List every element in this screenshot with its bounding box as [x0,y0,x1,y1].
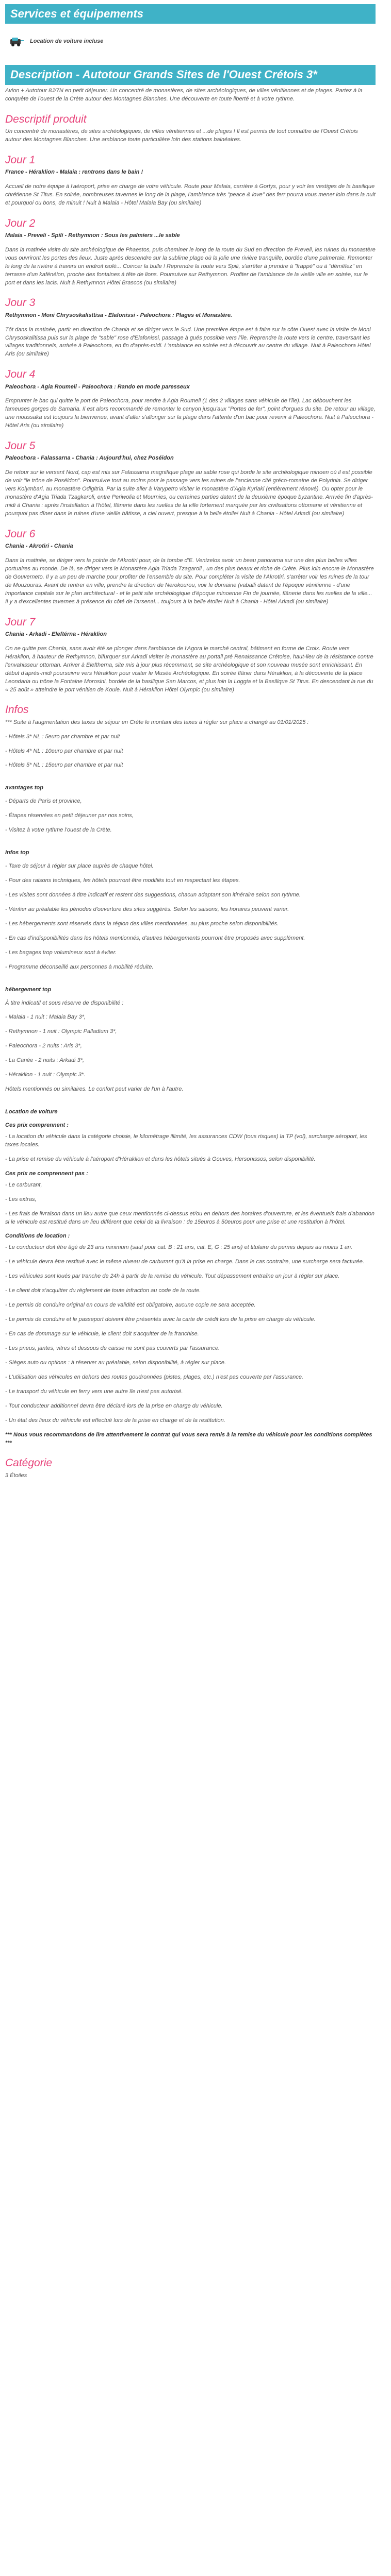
avantage-item: - Visitez à votre rythme l'ouest de la Crète. [5,827,112,834]
tax-line: - Hôtels 4* NL : 10euro par chambre et par nuit [5,748,123,754]
day-title: Paleochora - Falassarna - Chania : Aujourd'hui, chez Poséidon [5,455,174,462]
service-label: Location de voiture incluse [30,38,104,45]
hebergement-item: - La Canée - 2 nuits : Arkadi 3*, [5,1057,85,1064]
categorie-heading: Catégorie [5,1457,53,1469]
day-heading: Jour 7 [5,616,36,628]
day-title: Rethymnon - Moni Chrysoskalisttisa - Elafonissi - Paleochora : Plages et Monastère. [5,312,233,318]
service-item [5,26,376,63]
categorie-value: 3 Étoiles [5,1472,27,1479]
hebergement-intro: À titre indicatif et sous réserve de disponibilité : [5,999,124,1006]
condition-item: - Le client doit s'acquitter du règlement de toute infraction au code de la route. [5,1287,201,1294]
day-heading: Jour 4 [5,368,36,381]
prix-comprend-item: - La prise et remise du véhicule à l'aéroport d'Héraklion et dans les hôtels situés à Gouves, Hersonissos, selon disponibilité. [5,1156,316,1162]
day-heading: Jour 1 [5,154,36,166]
info-top-item: - Taxe de séjour à régler sur place auprès de chaque hôtel. [5,863,154,870]
day-title: France - Héraklion - Malaia : rentrons dans le bain ! [5,168,143,175]
day-heading: Jour 3 [5,297,36,309]
conditions-title: Conditions de location : [5,1233,70,1240]
hebergement-item: - Paleochora - 2 nuits : Aris 3*, [5,1043,82,1049]
info-top-item: - Les hébergements sont réservés dans la région des villes mentionnées, au plus proche selon disponibilités. [5,920,279,927]
condition-item: - Le conducteur doit être âgé de 23 ans minimum (sauf pour cat. B : 21 ans, cat. E, G : 25 ans) et titulaire du permis depuis au moins 1 an. [5,1244,353,1251]
info-top-item: - Programme déconseillé aux personnes à mobilité réduite. [5,963,154,970]
prix-ne-comprend-item: - Le carburant, [5,1181,42,1188]
prix-comprend-item: - La location du véhicule dans la catégorie choisie, le kilométrage illimité, les assurances CDW (tous risques) la TP (vol), surcharge aéroport, les taxes locales. [5,1133,367,1148]
description-heading: Description - Autotour Grands Sites de l'Ouest Crétois 3* [5,65,376,84]
condition-item: - Sièges auto ou options : à réserver au préalable, selon disponibilité, à régler sur place. [5,1359,226,1366]
day-heading: Jour 6 [5,528,36,540]
avantage-item: - Départs de Paris et province, [5,798,82,805]
condition-item: - Un état des lieux du véhicule est effectué lors de la prise en charge et de la restitution. [5,1417,225,1423]
tax-line: - Hôtels 5* NL : 15euro par chambre et par nuit [5,762,123,769]
info-top-item: - En cas d'indisponibilités dans les hôtels mentionnés, d'autres hébergements pourront être proposés avec supplément. [5,935,305,941]
infos-top-title: Infos top [5,850,29,856]
intro-paragraph: Avion + Autotour 8J/7N en petit déjeuner. Un concentré de monastères, de sites archéologiques, de villes vénitiennes et de plages. Partez à la conquête de l'ouest de la Crète autour des Montagnes Blanches. Une découverte en toute liberté et à votre rythme. [5,87,363,102]
day-heading: Jour 5 [5,440,36,452]
condition-item: - Le permis de conduire original en cours de validité est obligatoire, aucune copie ne sera acceptée. [5,1302,256,1309]
infos-note: *** Suite à l'augmentation des taxes de séjour en Crète le montant des taxes à régler sur place a changé au 01/01/2025 : [5,719,309,725]
day-paragraph: Dans la matinée visite du site archéologique de Phaestos, puis cheminer le long de la route du Sud en direction de Preveli, les ruines du monastère vous ouvriront les portes des lieux. Juste après descendre sur la sublime plage où la jolie une rivière tranquille, bordée d'une palmeraie. Remonter le long de la rivière à travers un endroit isolé... Coincer la bulle ! Reprendre la route vers Spili, s'arrêter à prendre à "frappé" ou à "démêlez" en terrasse d'un kafénéion, proche des fontaines à tête de lions. Poursuivre sur Rethymnon. Profiter de l'ambiance de la vieille ville en soirée, sur le port et dans les lacis. Nuit à Rethymnon Hôtel Brascos (ou similaire) [5,246,376,286]
descriptif-heading: Descriptif produit [5,113,87,125]
condition-item: - Le transport du véhicule en ferry vers une autre île n'est pas autorisé. [5,1388,183,1395]
day-paragraph: Tôt dans la matinée, partir en direction de Chania et se diriger vers le Sud. Une première étape est à faire sur la côte Ouest avec la visite de Moni Chrysoskalitissa puis sur la plage de "sable" rose d'Elafonissi, passage à gués possible vers l'île. Reprendre la route vers le centre, traversant les villages traditionnels, arrivée à Paleochora, en fin d'après-midi. L'ambiance en soirée est à découvrir au centre du village. Nuit à Paleochora Hôtel Aris (ou similaire) [5,326,371,358]
day-paragraph: On ne quitte pas Chania, sans avoir été se plonger dans l'ambiance de l'Agora le marché central, bâtiment en forme de Croix. Route vers Héraklion, à hauteur de Rethymnon, bifurquer sur Arkadi visiter le monastère au portail pré Renaissance Crétoise, haut-lieu de la résistance contre l'envahisseur ottoman. Arriver à Eleftherna, site mis à jour plus récemment, se site archéologique et son nouveau musée sont enrichissant. En début d'après-midi poursuivre vers Héraklion pour visiter le Musée Archéologique. En soirée flâner dans Héraklion, à la découverte de la place Leondaria ou trône la Fontaine Morosini, bordée de la basilique San Marcos, et plus loin la Loggia et la Basilique St Titus. En descendant la rue du « 25 août » atteindre le port vénitien de Koule. Nuit à Héraklion Hôtel Olympic (ou similaire) [5,645,373,693]
avantages-title: avantages top [5,785,43,791]
info-top-item: - Vérifier au préalable les périodes d'ouverture des sites suggérés. Selon les saisons, les horaires peuvent varier. [5,906,289,912]
condition-item: - Le permis de conduire et le passeport doivent être présentés avec la carte de crédit lors de la prise en charge du véhicule. [5,1316,316,1323]
day-heading: Jour 2 [5,217,36,229]
car-icon [9,36,25,47]
day-title: Chania - Akrotiri - Chania [5,543,73,550]
condition-item: - L'utilisation des véhicules en dehors des routes goudronnées (pistes, plages, etc.) n'est pas couverte par l'assurance. [5,1374,304,1380]
day-paragraph: Accueil de notre équipe à l'aéroport, prise en charge de votre véhicule. Route pour Malaia, carrière à Gortys, pour y voir les vestiges de la basilique chrétienne St Titus. En soirée, nombreuses tavernes le long de la plage, l'ambiance très "peace & love" des ferr pourra vous mener loin dans la nuit et pourquoi ou bons, de minuit ! Nuit à Malaia - Hôtel Malaia Bay (ou similaire) [5,183,376,206]
tax-line: - Hôtels 3* NL : 5euro par chambre et par nuit [5,733,120,740]
day-title: Chania - Arkadi - Eleftérna - Héraklion [5,631,107,637]
info-top-item: - Les bagages trop volumineux sont à éviter. [5,949,117,956]
day-paragraph: Emprunter le bac qui quitte le port de Paleochora, pour rendre à Agia Roumeli (1 des 2 villages sans véhicule de l'île). Lac débouchent les fameuses gorges de Samaria. Il est alors recommandé de remonter le canyon jusqu'aux "Portes de fer", point d'orgues du site. De retour au village, une moussaka est toujours la bienvenue, avant d'aller s'allonger sur la plage dans l'attente d'un bac pour revenir à Paleochora. Nuit à Paleochora - Hôtel Aris (ou similaire) [5,398,376,429]
prix-ne-comprend-item: - Les extras, [5,1196,37,1202]
condition-item: - Les pneus, jantes, vitres et dessous de caisse ne sont pas couverts par l'assurance. [5,1345,220,1351]
info-top-item: - Pour des raisons techniques, les hôtels pourront être modifiés tout en respectant les étapes. [5,877,240,884]
services-heading: Services et équipements [5,4,376,24]
location-title: Location de voiture [5,1109,58,1115]
condition-item: - En cas de dommage sur le véhicule, le client doit s'acquitter de la franchise. [5,1331,199,1337]
info-top-item: - Les visites sont données à titre indicatif et restent des suggestions, chacun adaptant son itinéraire selon son rythme. [5,891,301,898]
day-paragraph: De retour sur le versant Nord, cap est mis sur Falassarna magnifique plage au sable rose qui borde le site archéologique minoen où il est possible de voir "le trône de Poséidon". Poursuivre tout au moins pour le passage vers les ruines de l'ancienne cité gréco-romaine de Polyrinia. Se diriger vers Kolymbari, au monastère Odigitria. Par la suite aller à Varypetro visiter le monastère d'Agia Kyriaki (entièrement rénové). Ou opter pour le monastère d'Agia Triada Tzagkaroli, entre Periwolia et Mournies, ou certaines parties datent de la deuxième époque byzantine. Arrivée fin d'après-midi à Chania : après l'installation à l'hôtel, flânerie dans les ruelles de la ville fortement marquée par les civilisations ottomane et vénitienne et pourquoi pas dîner dans le ruines d'une vieille bâtisse, a ciel ouvert, presque à la belle étoile! Nuit à Chania - Hôtel Arkadi (ou similaire) [5,469,373,517]
avantage-item: - Étapes réservées en petit déjeuner par nos soins, [5,812,134,819]
descriptif-text: Un concentré de monastères, de sites archéologiques, de villes vénitiennes et ...de plages ! Il est permis de tout connaître de l'Ouest Crétois autour des Montagnes Blanches. Une ambiance toute particulière loin des stations balnéaires. [5,128,358,143]
infos-heading: Infos [5,704,29,716]
day-title: Paleochora - Agia Roumeli - Paleochora : Rando en mode paresseux [5,383,190,390]
condition-item: - Les véhicules sont loués par tranche de 24h à partir de la remise du véhicule. Tout dépassement entraîne un jour à régler sur place. [5,1273,340,1280]
prix-ne-comprend-title: Ces prix ne comprennent pas : [5,1170,88,1177]
day-paragraph: Dans la matinée, se diriger vers la pointe de l'Akrotiri pour, de la tombe d'E. Venizelos avoir un beau panorama sur une des plus belles villes portuaires au monde. De là, se diriger vers le Monastère Agia Triada Tzagaroli , un des plus beaux et riche de Crète. Plus loin encore le Monastère de Gouverneto. Il y a un peu de marche pour profiter de l'ensemble du site. Pour compléter la visite de l'Akrotiri, s'arrêter voir les ruines de la tour de Mouzouras. Avant de rentrer en ville, prendre la direction de Nerokourou, voir le domaine (vaballi datant de l'époque vénitienne - d'une importance capitale sur le plan architectural - et le petit site archéologique d'époque minoenne Fin de journée, flânerie dans les ruelles de la ville... Il y a d'excellentes tavernes à présence du côté de l'arsenal... toujours à la belle étoile! Nuit à Chania - Hôtel Arkadi (ou similaire) [5,557,374,605]
day-title: Malaia - Preveli - Spili - Rethymnon : Sous les palmiers ...le sable [5,232,180,239]
hebergement-title: hébergement top [5,986,52,993]
condition-item: - Le véhicule devra être restitué avec le même niveau de carburant qu'à la prise en charge. Dans le cas contraire, une surcharge sera facturée. [5,1259,365,1265]
hebergement-item: - Rethymnon - 1 nuit : Olympic Palladium 3*, [5,1028,117,1035]
prix-comprend-title: Ces prix comprennent : [5,1122,69,1129]
hebergement-item: - Héraklion - 1 nuit : Olympic 3*. [5,1072,86,1078]
hebergement-outro: Hôtels mentionnés ou similaires. Le confort peut varier de l'un à l'autre. [5,1086,184,1093]
hebergement-item: - Malaia - 1 nuit : Malaia Bay 3*, [5,1014,86,1021]
prix-ne-comprend-item: - Les frais de livraison dans un lieu autre que ceux mentionnés ci-dessus et/ou en dehors des horaires d'ouverture, et les éventuels frais d'abandon si le véhicule est restitué dans un lieu différent que celui de la livraison : de 15euros à 50euros pour une prise et une restitution à l'hôtel. [5,1210,374,1225]
condition-item: - Tout conducteur additionnel devra être déclaré lors de la prise en charge du véhicule. [5,1402,223,1409]
description-intro [5,87,376,104]
final-note: *** Nous vous recommandons de lire attentivement le contrat qui vous sera remis à la remise du véhicule pour les conditions complètes *** [5,1431,372,1446]
